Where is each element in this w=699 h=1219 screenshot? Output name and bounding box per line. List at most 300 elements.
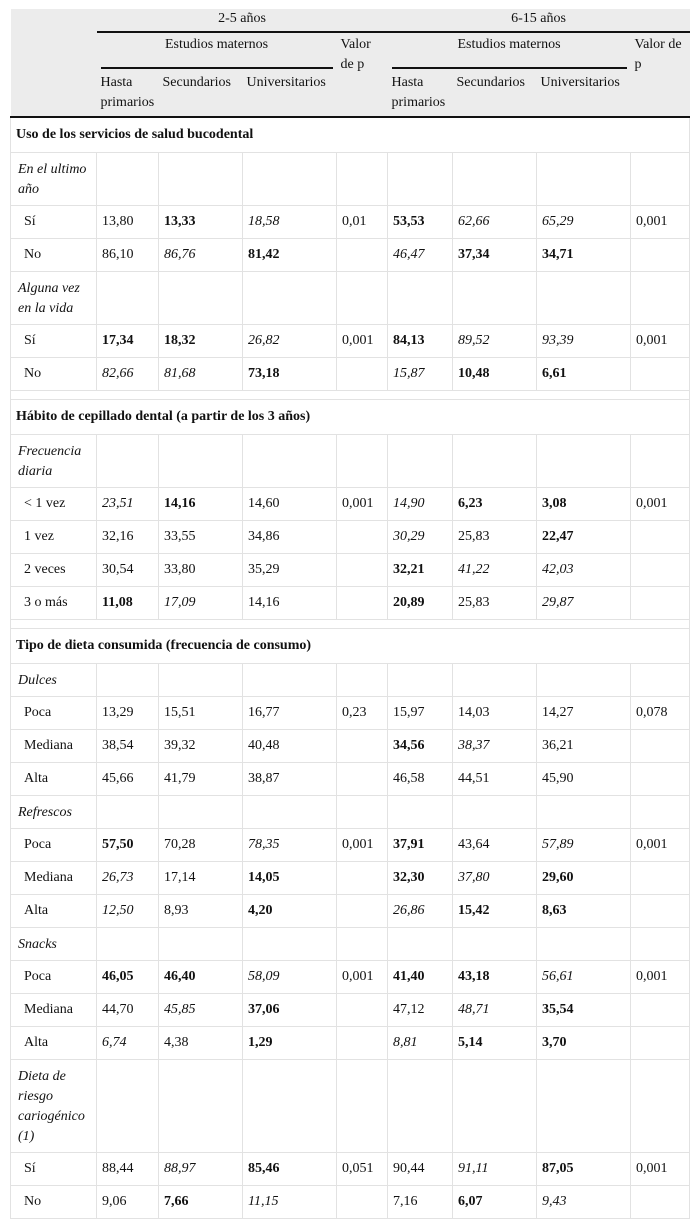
empty-cell: [453, 664, 537, 697]
spacer-cell: [243, 391, 337, 400]
pvalue-cell: [337, 895, 388, 928]
value-cell: 62,66: [453, 206, 537, 239]
value-cell: 88,44: [97, 1153, 159, 1186]
value-cell: 13,80: [97, 206, 159, 239]
empty-cell: [388, 664, 453, 697]
value-cell: 46,05: [97, 961, 159, 994]
value-cell: 91,11: [453, 1153, 537, 1186]
spacer-cell: [388, 620, 453, 629]
header-maternal-education-1: Estudios maternos: [97, 32, 337, 69]
value-cell: 93,39: [537, 325, 631, 358]
table-row: [11, 862, 690, 895]
value-cell: 37,34: [453, 239, 537, 272]
value-cell: 17,14: [159, 862, 243, 895]
value-cell: 34,71: [537, 239, 631, 272]
value-cell: 8,63: [537, 895, 631, 928]
spacer-cell: [97, 391, 159, 400]
value-cell: 4,38: [159, 1027, 243, 1060]
value-cell: 8,93: [159, 895, 243, 928]
section-title: Uso de los servicios de salud bucodental: [11, 117, 690, 153]
table-row: [11, 554, 690, 587]
header-corner: [11, 9, 97, 117]
value-cell: 36,21: [537, 730, 631, 763]
value-cell: 3,70: [537, 1027, 631, 1060]
value-cell: 8,81: [388, 1027, 453, 1060]
empty-cell: [97, 153, 159, 206]
empty-cell: [337, 272, 388, 325]
spacer-cell: [97, 620, 159, 629]
spacer-cell: [453, 391, 537, 400]
header-level-university-1: Universitarios: [243, 69, 337, 117]
spacer-cell: [631, 620, 690, 629]
table-row: [11, 587, 690, 620]
section-spacer: [11, 620, 690, 629]
section-spacer: [11, 391, 690, 400]
value-cell: 25,83: [453, 587, 537, 620]
pvalue-cell: 0,001: [337, 325, 388, 358]
value-cell: 5,14: [453, 1027, 537, 1060]
value-cell: 13,29: [97, 697, 159, 730]
empty-cell: [453, 435, 537, 488]
value-cell: 14,05: [243, 862, 337, 895]
value-cell: 14,16: [159, 488, 243, 521]
value-cell: 46,58: [388, 763, 453, 796]
empty-cell: [337, 796, 388, 829]
table-row: [11, 829, 690, 862]
value-cell: 81,42: [243, 239, 337, 272]
group-label: Dieta de riesgo cariogénico (1): [11, 1060, 97, 1153]
value-cell: 14,16: [243, 587, 337, 620]
empty-cell: [159, 272, 243, 325]
row-label: No: [11, 358, 97, 391]
group-header-row: [11, 153, 690, 206]
empty-cell: [631, 272, 690, 325]
value-cell: 84,13: [388, 325, 453, 358]
empty-cell: [97, 928, 159, 961]
pvalue-cell: [337, 521, 388, 554]
value-cell: 56,61: [537, 961, 631, 994]
pvalue-cell: 0,23: [337, 697, 388, 730]
value-cell: 17,34: [97, 325, 159, 358]
empty-cell: [243, 1060, 337, 1153]
value-cell: 41,79: [159, 763, 243, 796]
empty-cell: [453, 796, 537, 829]
value-cell: 82,66: [97, 358, 159, 391]
value-cell: 25,83: [453, 521, 537, 554]
value-cell: 35,54: [537, 994, 631, 1027]
value-cell: 15,42: [453, 895, 537, 928]
group-header-row: [11, 272, 690, 325]
header-age-group-1: 2-5 años: [97, 9, 388, 32]
value-cell: 9,06: [97, 1186, 159, 1219]
value-cell: 53,53: [388, 206, 453, 239]
value-cell: 17,09: [159, 587, 243, 620]
value-cell: 11,15: [243, 1186, 337, 1219]
row-label: Mediana: [11, 994, 97, 1027]
empty-cell: [243, 796, 337, 829]
row-label: Mediana: [11, 730, 97, 763]
empty-cell: [243, 272, 337, 325]
empty-cell: [631, 1060, 690, 1153]
table-row: [11, 1027, 690, 1060]
spacer-cell: [159, 620, 243, 629]
empty-cell: [97, 272, 159, 325]
row-label: Alta: [11, 1027, 97, 1060]
value-cell: 88,97: [159, 1153, 243, 1186]
value-cell: 6,74: [97, 1027, 159, 1060]
pvalue-cell: [631, 763, 690, 796]
empty-cell: [97, 1060, 159, 1153]
row-label: 1 vez: [11, 521, 97, 554]
table-row: [11, 358, 690, 391]
section-header-row: [11, 400, 690, 435]
row-label: Alta: [11, 895, 97, 928]
pvalue-cell: [631, 358, 690, 391]
value-cell: 39,32: [159, 730, 243, 763]
value-cell: 89,52: [453, 325, 537, 358]
spacer-cell: [631, 391, 690, 400]
value-cell: 38,37: [453, 730, 537, 763]
value-cell: 57,50: [97, 829, 159, 862]
value-cell: 48,71: [453, 994, 537, 1027]
table-body: [11, 117, 690, 1219]
value-cell: 30,29: [388, 521, 453, 554]
pvalue-cell: 0,001: [337, 829, 388, 862]
group-header-row: [11, 435, 690, 488]
pvalue-cell: [631, 239, 690, 272]
empty-cell: [337, 153, 388, 206]
empty-cell: [159, 1060, 243, 1153]
header-level-secondary-2: Secundarios: [453, 69, 537, 117]
row-label: Sí: [11, 206, 97, 239]
value-cell: 43,18: [453, 961, 537, 994]
pvalue-cell: 0,051: [337, 1153, 388, 1186]
group-label: Dulces: [11, 664, 97, 697]
value-cell: 86,76: [159, 239, 243, 272]
empty-cell: [337, 435, 388, 488]
value-cell: 45,66: [97, 763, 159, 796]
empty-cell: [537, 435, 631, 488]
spacer-cell: [453, 620, 537, 629]
group-header-row: [11, 796, 690, 829]
value-cell: 34,56: [388, 730, 453, 763]
value-cell: 35,29: [243, 554, 337, 587]
group-label: Refrescos: [11, 796, 97, 829]
empty-cell: [159, 796, 243, 829]
value-cell: 73,18: [243, 358, 337, 391]
table-header: [11, 9, 690, 117]
empty-cell: [537, 153, 631, 206]
empty-cell: [337, 928, 388, 961]
value-cell: 23,51: [97, 488, 159, 521]
table-row: [11, 994, 690, 1027]
empty-cell: [537, 796, 631, 829]
empty-cell: [537, 664, 631, 697]
value-cell: 90,44: [388, 1153, 453, 1186]
empty-cell: [159, 153, 243, 206]
pvalue-cell: 0,001: [631, 488, 690, 521]
value-cell: 7,66: [159, 1186, 243, 1219]
value-cell: 46,47: [388, 239, 453, 272]
header-level-university-2: Universitarios: [537, 69, 631, 117]
empty-cell: [453, 928, 537, 961]
results-table: [10, 9, 690, 1219]
value-cell: 13,33: [159, 206, 243, 239]
pvalue-cell: [631, 862, 690, 895]
value-cell: 86,10: [97, 239, 159, 272]
value-cell: 38,87: [243, 763, 337, 796]
value-cell: 15,51: [159, 697, 243, 730]
section-title: Tipo de dieta consumida (frecuencia de consumo): [11, 629, 690, 664]
pvalue-cell: [631, 521, 690, 554]
row-label: No: [11, 239, 97, 272]
value-cell: 1,29: [243, 1027, 337, 1060]
spacer-cell: [11, 391, 97, 400]
value-cell: 44,51: [453, 763, 537, 796]
value-cell: 18,58: [243, 206, 337, 239]
row-label: Alta: [11, 763, 97, 796]
empty-cell: [388, 1060, 453, 1153]
header-pvalue-2: Valor de p: [631, 32, 690, 117]
row-label: < 1 vez: [11, 488, 97, 521]
value-cell: 47,12: [388, 994, 453, 1027]
value-cell: 32,16: [97, 521, 159, 554]
pvalue-cell: [631, 895, 690, 928]
empty-cell: [243, 928, 337, 961]
value-cell: 34,86: [243, 521, 337, 554]
value-cell: 58,09: [243, 961, 337, 994]
row-label: Poca: [11, 829, 97, 862]
empty-cell: [537, 272, 631, 325]
table-row: [11, 1153, 690, 1186]
value-cell: 3,08: [537, 488, 631, 521]
empty-cell: [537, 928, 631, 961]
pvalue-cell: [337, 239, 388, 272]
value-cell: 26,82: [243, 325, 337, 358]
pvalue-cell: 0,078: [631, 697, 690, 730]
empty-cell: [453, 272, 537, 325]
value-cell: 6,61: [537, 358, 631, 391]
row-label: Sí: [11, 325, 97, 358]
value-cell: 45,90: [537, 763, 631, 796]
value-cell: 42,03: [537, 554, 631, 587]
value-cell: 12,50: [97, 895, 159, 928]
value-cell: 22,47: [537, 521, 631, 554]
pvalue-cell: [337, 994, 388, 1027]
spacer-cell: [537, 620, 631, 629]
value-cell: 20,89: [388, 587, 453, 620]
header-level-primary-1: Hasta primarios: [97, 69, 159, 117]
pvalue-cell: [337, 763, 388, 796]
value-cell: 45,85: [159, 994, 243, 1027]
group-label: Frecuencia diaria: [11, 435, 97, 488]
pvalue-cell: [337, 587, 388, 620]
spacer-cell: [337, 620, 388, 629]
header-level-primary-2: Hasta primarios: [388, 69, 453, 117]
empty-cell: [631, 435, 690, 488]
pvalue-cell: [631, 994, 690, 1027]
table-row: [11, 697, 690, 730]
empty-cell: [243, 153, 337, 206]
value-cell: 41,40: [388, 961, 453, 994]
pvalue-cell: 0,001: [337, 961, 388, 994]
table-row: [11, 206, 690, 239]
row-label: 2 veces: [11, 554, 97, 587]
row-label: Poca: [11, 961, 97, 994]
value-cell: 6,23: [453, 488, 537, 521]
empty-cell: [337, 1060, 388, 1153]
empty-cell: [453, 1060, 537, 1153]
empty-cell: [388, 796, 453, 829]
empty-cell: [97, 664, 159, 697]
row-label: 3 o más: [11, 587, 97, 620]
empty-cell: [631, 796, 690, 829]
empty-cell: [243, 435, 337, 488]
row-label: Mediana: [11, 862, 97, 895]
value-cell: 46,40: [159, 961, 243, 994]
empty-cell: [388, 153, 453, 206]
empty-cell: [97, 796, 159, 829]
empty-cell: [97, 435, 159, 488]
empty-cell: [388, 435, 453, 488]
group-header-row: [11, 1060, 690, 1153]
pvalue-cell: 0,001: [631, 829, 690, 862]
table-row: [11, 1186, 690, 1219]
pvalue-cell: [631, 1027, 690, 1060]
pvalue-cell: [337, 1186, 388, 1219]
value-cell: 16,77: [243, 697, 337, 730]
pvalue-cell: [337, 862, 388, 895]
pvalue-cell: 0,01: [337, 206, 388, 239]
value-cell: 85,46: [243, 1153, 337, 1186]
value-cell: 37,80: [453, 862, 537, 895]
value-cell: 26,73: [97, 862, 159, 895]
pvalue-cell: 0,001: [631, 1153, 690, 1186]
group-header-row: [11, 928, 690, 961]
value-cell: 57,89: [537, 829, 631, 862]
value-cell: 41,22: [453, 554, 537, 587]
empty-cell: [159, 435, 243, 488]
empty-cell: [537, 1060, 631, 1153]
empty-cell: [631, 153, 690, 206]
value-cell: 70,28: [159, 829, 243, 862]
value-cell: 37,91: [388, 829, 453, 862]
table-row: [11, 488, 690, 521]
value-cell: 65,29: [537, 206, 631, 239]
spacer-cell: [337, 391, 388, 400]
value-cell: 11,08: [97, 587, 159, 620]
empty-cell: [388, 928, 453, 961]
pvalue-cell: [631, 730, 690, 763]
empty-cell: [159, 928, 243, 961]
value-cell: 37,06: [243, 994, 337, 1027]
value-cell: 33,80: [159, 554, 243, 587]
empty-cell: [243, 664, 337, 697]
value-cell: 38,54: [97, 730, 159, 763]
row-label: Poca: [11, 697, 97, 730]
group-label: Snacks: [11, 928, 97, 961]
value-cell: 44,70: [97, 994, 159, 1027]
value-cell: 81,68: [159, 358, 243, 391]
value-cell: 43,64: [453, 829, 537, 862]
table-row: [11, 730, 690, 763]
header-level-secondary-1: Secundarios: [159, 69, 243, 117]
value-cell: 7,16: [388, 1186, 453, 1219]
section-title: Hábito de cepillado dental (a partir de los 3 años): [11, 400, 690, 435]
value-cell: 15,97: [388, 697, 453, 730]
value-cell: 14,90: [388, 488, 453, 521]
spacer-cell: [11, 620, 97, 629]
empty-cell: [388, 272, 453, 325]
row-label: Sí: [11, 1153, 97, 1186]
value-cell: 32,21: [388, 554, 453, 587]
row-label: No: [11, 1186, 97, 1219]
pvalue-cell: [631, 587, 690, 620]
pvalue-cell: [631, 554, 690, 587]
table-row: [11, 521, 690, 554]
value-cell: 18,32: [159, 325, 243, 358]
group-label: En el ultimo año: [11, 153, 97, 206]
value-cell: 87,05: [537, 1153, 631, 1186]
pvalue-cell: 0,001: [631, 325, 690, 358]
value-cell: 40,48: [243, 730, 337, 763]
pvalue-cell: 0,001: [631, 961, 690, 994]
value-cell: 10,48: [453, 358, 537, 391]
section-header-row: [11, 629, 690, 664]
header-maternal-education-2: Estudios maternos: [388, 32, 631, 69]
spacer-cell: [243, 620, 337, 629]
pvalue-cell: 0,001: [337, 488, 388, 521]
table-row: [11, 325, 690, 358]
value-cell: 33,55: [159, 521, 243, 554]
table-row: [11, 895, 690, 928]
pvalue-cell: [337, 358, 388, 391]
value-cell: 15,87: [388, 358, 453, 391]
spacer-cell: [537, 391, 631, 400]
spacer-cell: [388, 391, 453, 400]
pvalue-cell: [631, 1186, 690, 1219]
header-age-group-2: 6-15 años: [388, 9, 690, 32]
value-cell: 29,60: [537, 862, 631, 895]
empty-cell: [337, 664, 388, 697]
group-label: Alguna vez en la vida: [11, 272, 97, 325]
table-row: [11, 239, 690, 272]
value-cell: 4,20: [243, 895, 337, 928]
value-cell: 14,03: [453, 697, 537, 730]
pvalue-cell: [337, 730, 388, 763]
empty-cell: [631, 928, 690, 961]
group-header-row: [11, 664, 690, 697]
value-cell: 9,43: [537, 1186, 631, 1219]
value-cell: 78,35: [243, 829, 337, 862]
value-cell: 29,87: [537, 587, 631, 620]
value-cell: 30,54: [97, 554, 159, 587]
empty-cell: [159, 664, 243, 697]
pvalue-cell: 0,001: [631, 206, 690, 239]
header-pvalue-1: Valor de p: [337, 32, 388, 117]
value-cell: 14,27: [537, 697, 631, 730]
table-row: [11, 763, 690, 796]
section-header-row: [11, 117, 690, 153]
value-cell: 32,30: [388, 862, 453, 895]
empty-cell: [453, 153, 537, 206]
empty-cell: [631, 664, 690, 697]
spacer-cell: [159, 391, 243, 400]
pvalue-cell: [337, 554, 388, 587]
value-cell: 26,86: [388, 895, 453, 928]
table-row: [11, 961, 690, 994]
value-cell: 14,60: [243, 488, 337, 521]
